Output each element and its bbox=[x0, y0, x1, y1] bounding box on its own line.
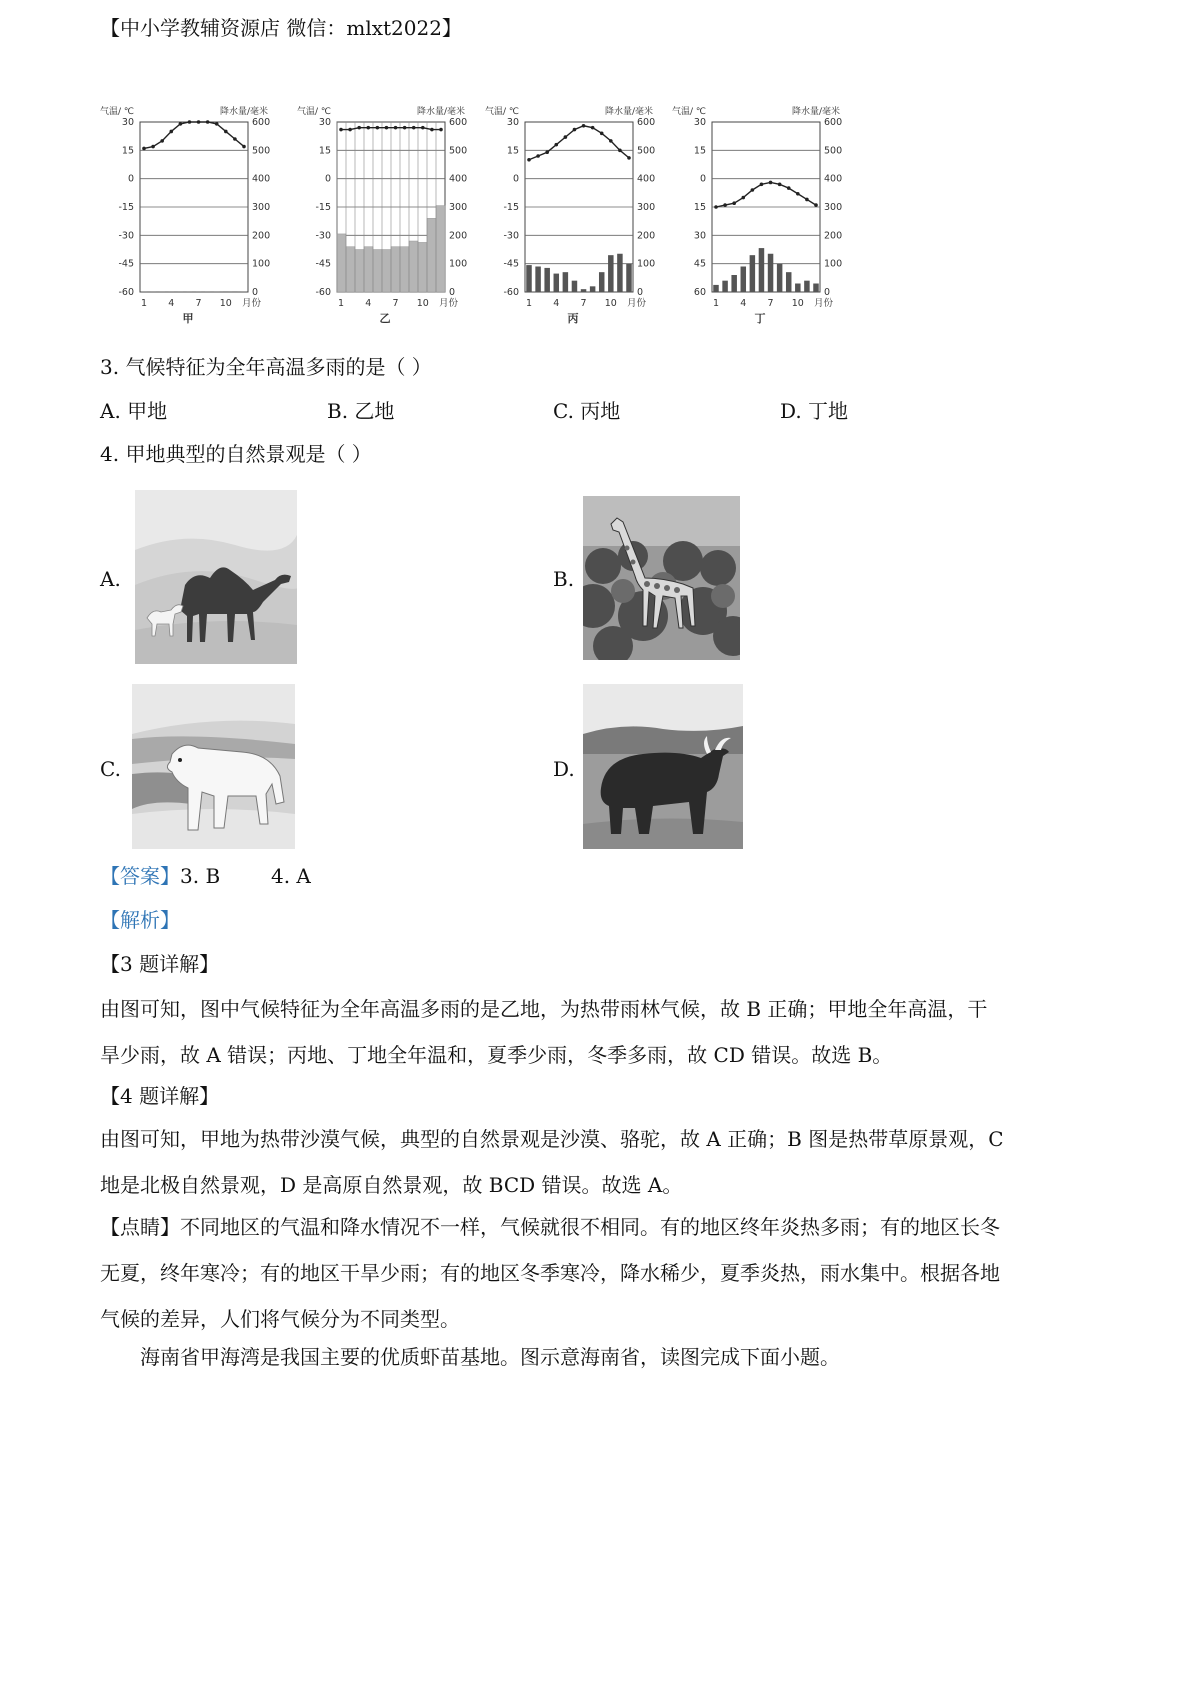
temperature-point bbox=[805, 198, 809, 202]
precip-tick-label: 200 bbox=[449, 230, 468, 242]
temp-tick-label: 0 bbox=[127, 173, 134, 185]
precip-bar bbox=[572, 281, 578, 292]
temperature-point bbox=[376, 126, 380, 130]
precip-tick-label: 200 bbox=[252, 230, 271, 242]
precip-tick-label: 500 bbox=[637, 145, 656, 157]
month-tick-label: 7 bbox=[580, 298, 587, 309]
temp-tick-label: 30 bbox=[506, 117, 519, 128]
q4-option-b-label[interactable]: B. bbox=[553, 567, 575, 591]
temperature-point bbox=[760, 183, 764, 187]
precip-bar bbox=[795, 284, 801, 293]
temperature-point bbox=[160, 139, 164, 143]
precip-tick-label: 600 bbox=[252, 117, 271, 128]
temp-tick-label: -15 bbox=[118, 202, 134, 213]
month-tick-label: 7 bbox=[195, 298, 202, 309]
analysis-tag: 【解析】 bbox=[100, 908, 180, 932]
precip-bar bbox=[750, 255, 756, 292]
temperature-point bbox=[787, 186, 791, 190]
precip-axis-title: 降水量/毫米 bbox=[417, 107, 466, 117]
chart-label: 乙 bbox=[379, 312, 391, 325]
precip-tick-label: 200 bbox=[637, 230, 656, 242]
temp-tick-label: 15 bbox=[318, 145, 331, 157]
q3-option-d[interactable]: D. 丁地 bbox=[780, 399, 849, 423]
question-4-stem: 4. 甲地典型的自然景观是（ ） bbox=[100, 442, 372, 466]
precip-bar bbox=[608, 255, 614, 292]
precip-bar bbox=[544, 268, 550, 292]
precip-tick-label: 0 bbox=[824, 287, 831, 298]
precip-bar bbox=[355, 250, 364, 293]
temperature-point bbox=[741, 196, 745, 200]
temperature-point bbox=[536, 154, 540, 158]
precip-tick-label: 100 bbox=[252, 258, 271, 270]
month-tick-label: 10 bbox=[219, 298, 232, 309]
temp-tick-label: -30 bbox=[503, 230, 519, 242]
month-tick-label: 1 bbox=[337, 298, 345, 309]
temp-tick-label: 0 bbox=[512, 173, 519, 185]
precip-bar bbox=[364, 247, 373, 292]
temperature-point bbox=[600, 132, 604, 136]
temperature-point bbox=[179, 122, 183, 126]
precip-bar bbox=[713, 285, 719, 292]
precip-bar bbox=[382, 250, 391, 293]
precip-tick-label: 300 bbox=[824, 202, 843, 213]
temp-tick-label: 0 bbox=[324, 173, 331, 185]
precip-tick-label: 500 bbox=[824, 145, 843, 157]
precip-bar bbox=[626, 264, 632, 292]
temperature-point bbox=[339, 128, 343, 132]
temperature-point bbox=[591, 126, 595, 130]
answer-line bbox=[100, 862, 311, 890]
temp-tick-label: 30 bbox=[693, 117, 706, 128]
temp-axis-title: 气温/ ℃ bbox=[297, 107, 332, 117]
temperature-point bbox=[385, 126, 389, 130]
temp-tick-label: -45 bbox=[503, 258, 519, 270]
precip-bar bbox=[804, 281, 810, 292]
q4-option-a-label[interactable]: A. bbox=[100, 567, 121, 591]
next-question-intro: 海南省甲海湾是我国主要的优质虾苗基地。图示意海南省，读图完成下面小题。 bbox=[140, 1345, 840, 1369]
month-tick-label: 10 bbox=[791, 298, 804, 309]
month-tick-label: 7 bbox=[392, 298, 399, 309]
precip-tick-label: 500 bbox=[449, 145, 468, 157]
temperature-point bbox=[732, 201, 736, 205]
temp-tick-label: 30 bbox=[693, 230, 706, 242]
temperature-point bbox=[714, 205, 718, 209]
month-tick-label: 4 bbox=[740, 298, 747, 309]
precip-bar bbox=[563, 272, 569, 292]
precip-tick-label: 600 bbox=[449, 117, 468, 128]
precip-axis-title: 降水量/毫米 bbox=[792, 107, 841, 117]
month-tick-label: 1 bbox=[525, 298, 533, 309]
temp-tick-label: -30 bbox=[315, 230, 331, 242]
temperature-point bbox=[814, 203, 818, 207]
temperature-point bbox=[421, 126, 425, 130]
temperature-point bbox=[618, 149, 622, 153]
precip-bar bbox=[813, 284, 819, 293]
temperature-point bbox=[197, 120, 201, 124]
q4-option-c-label[interactable]: C. bbox=[100, 757, 121, 781]
precip-tick-label: 400 bbox=[824, 173, 843, 185]
precip-tick-label: 300 bbox=[252, 202, 271, 213]
precip-tick-label: 0 bbox=[252, 287, 259, 298]
temperature-point bbox=[527, 158, 531, 162]
precip-bar bbox=[731, 275, 737, 292]
precip-bar bbox=[409, 241, 418, 292]
temperature-point bbox=[545, 150, 549, 154]
temperature-point bbox=[778, 183, 782, 187]
temp-axis-title: 气温/ ℃ bbox=[672, 107, 707, 117]
precip-bar bbox=[436, 206, 445, 292]
temperature-point bbox=[412, 126, 416, 130]
temperature-point bbox=[233, 137, 237, 141]
month-tick-label: 10 bbox=[604, 298, 617, 309]
month-unit-label: 月份 bbox=[439, 298, 459, 309]
temp-tick-label: 0 bbox=[699, 173, 706, 185]
temp-tick-label: 30 bbox=[121, 117, 134, 128]
temperature-point bbox=[142, 147, 146, 151]
month-tick-label: 4 bbox=[553, 298, 560, 309]
precip-axis-title: 降水量/毫米 bbox=[605, 107, 654, 117]
precip-bar bbox=[223, 291, 229, 292]
temperature-point bbox=[188, 120, 192, 124]
precip-bar bbox=[337, 234, 346, 292]
temp-tick-label: 15 bbox=[121, 145, 134, 157]
precip-tick-label: 500 bbox=[252, 145, 271, 157]
temp-tick-label: 15 bbox=[693, 202, 706, 213]
precip-bar bbox=[373, 250, 382, 293]
temp-tick-label: -45 bbox=[315, 258, 331, 270]
temperature-point bbox=[224, 130, 228, 134]
temperature-point bbox=[430, 128, 434, 132]
temperature-point bbox=[348, 128, 352, 132]
detail-3-body: 由图可知，图中气候特征为全年高温多雨的是乙地，为热带雨林气候，故 B 正确；甲地全年高温，干旱少雨，故 A 错误；丙地、丁地全年温和，夏季少雨，冬季多雨，故 CD 错误。故选 B。 bbox=[100, 997, 988, 1067]
precip-bar bbox=[786, 272, 792, 292]
precip-bar bbox=[346, 247, 355, 292]
precip-axis-title: 降水量/毫米 bbox=[220, 107, 269, 117]
month-unit-label: 月份 bbox=[627, 298, 647, 309]
temp-axis-title: 气温/ ℃ bbox=[485, 107, 520, 117]
month-tick-label: 1 bbox=[140, 298, 148, 309]
temperature-point bbox=[357, 126, 361, 130]
temperature-point bbox=[206, 120, 210, 124]
precip-tick-label: 100 bbox=[637, 258, 656, 270]
answer-text: 3. B 4. A bbox=[180, 864, 311, 888]
precip-bar bbox=[391, 247, 400, 292]
precip-tick-label: 600 bbox=[637, 117, 656, 128]
precip-bar bbox=[232, 291, 238, 292]
temp-tick-label: -60 bbox=[503, 287, 519, 298]
temperature-point bbox=[242, 145, 246, 149]
precip-bar bbox=[581, 289, 587, 292]
temp-tick-label: 45 bbox=[693, 258, 706, 270]
desert-camel-image[interactable] bbox=[135, 490, 297, 664]
precip-bar bbox=[535, 267, 541, 293]
temperature-point bbox=[169, 130, 173, 134]
month-unit-label: 月份 bbox=[242, 298, 262, 309]
temperature-point bbox=[769, 181, 773, 185]
temp-tick-label: -15 bbox=[315, 202, 331, 213]
temperature-point bbox=[564, 135, 568, 139]
chart-label: 甲 bbox=[182, 312, 194, 325]
temperature-point bbox=[394, 126, 398, 130]
detail-4-body: 由图可知，甲地为热带沙漠气候，典型的自然景观是沙漠、骆驼，故 A 正确；B 图是热带草原景观，C 地是北极自然景观，D 是高原自然景观，故 BCD 错误。故选 A。 bbox=[100, 1127, 1004, 1197]
chart-label: 丁 bbox=[754, 312, 766, 325]
temperature-point bbox=[151, 145, 155, 149]
precip-tick-label: 100 bbox=[449, 258, 468, 270]
climate-charts bbox=[100, 100, 960, 360]
q3-option-b[interactable]: B. 乙地 bbox=[327, 399, 395, 423]
comment-body: 不同地区的气温和降水情况不一样，气候就很不相同。有的地区终年炎热多雨；有的地区长冬无夏，终年寒冷；有的地区干旱少雨；有的地区冬季寒冷，降水稀少，夏季炎热，雨水集中。根据各地气候的差异，人们将气候分为不同类型。 bbox=[100, 1215, 1000, 1331]
precip-bar bbox=[400, 247, 409, 292]
temperature-point bbox=[796, 192, 800, 196]
temperature-point bbox=[627, 156, 631, 160]
precip-bar bbox=[554, 274, 560, 292]
temp-tick-label: -30 bbox=[118, 230, 134, 242]
comment-tag: 【点睛】 bbox=[100, 1215, 180, 1239]
temp-axis-title: 气温/ ℃ bbox=[100, 107, 135, 117]
temperature-point bbox=[723, 203, 727, 207]
precip-tick-label: 0 bbox=[637, 287, 644, 298]
chart-label: 丙 bbox=[567, 312, 579, 325]
precip-tick-label: 300 bbox=[637, 202, 656, 213]
temp-tick-label: 60 bbox=[693, 287, 706, 298]
precip-bar bbox=[617, 254, 623, 292]
precip-bar bbox=[722, 281, 728, 292]
temp-tick-label: -60 bbox=[118, 287, 134, 298]
month-tick-label: 1 bbox=[712, 298, 720, 309]
detail-4-heading: 【4 题详解】 bbox=[100, 1084, 220, 1108]
temperature-point bbox=[582, 124, 586, 128]
precip-bar bbox=[741, 267, 747, 293]
question-3-stem: 3. 气候特征为全年高温多雨的是（ ） bbox=[100, 355, 432, 379]
detail-3-heading: 【3 题详解】 bbox=[100, 952, 220, 976]
q3-option-a[interactable]: A. 甲地 bbox=[100, 399, 168, 423]
temperature-point bbox=[554, 143, 558, 147]
precip-bar bbox=[759, 248, 765, 292]
comment-block bbox=[100, 1204, 1005, 1342]
precip-bar bbox=[590, 286, 596, 292]
precip-tick-label: 300 bbox=[449, 202, 468, 213]
precip-bar bbox=[768, 254, 774, 292]
temperature-point bbox=[609, 139, 613, 143]
temperature-point bbox=[751, 188, 755, 192]
temperature-point bbox=[215, 122, 219, 126]
yak-plateau-image[interactable] bbox=[583, 684, 743, 849]
giraffe-savanna-image[interactable] bbox=[583, 496, 740, 660]
month-tick-label: 10 bbox=[416, 298, 429, 309]
temp-tick-label: -15 bbox=[503, 202, 519, 213]
temperature-point bbox=[439, 128, 443, 132]
precip-tick-label: 600 bbox=[824, 117, 843, 128]
temp-tick-label: -60 bbox=[315, 287, 331, 298]
precip-bar bbox=[427, 218, 436, 292]
answer-tag: 【答案】 bbox=[100, 864, 180, 888]
temperature-point bbox=[403, 126, 407, 130]
precip-bar bbox=[526, 265, 532, 292]
precip-tick-label: 0 bbox=[449, 287, 456, 298]
source-note: 【中小学教辅资源店 微信：mlxt2022】 bbox=[100, 16, 462, 40]
temperature-point bbox=[366, 126, 370, 130]
precip-tick-label: 100 bbox=[824, 258, 843, 270]
month-tick-label: 4 bbox=[365, 298, 372, 309]
precip-bar bbox=[599, 272, 605, 292]
precip-tick-label: 400 bbox=[449, 173, 468, 185]
q3-option-c[interactable]: C. 丙地 bbox=[553, 399, 621, 423]
month-tick-label: 4 bbox=[168, 298, 175, 309]
precip-bar bbox=[418, 242, 427, 292]
month-unit-label: 月份 bbox=[814, 298, 834, 309]
q4-option-d-label[interactable]: D. bbox=[553, 757, 575, 781]
precip-bar bbox=[777, 264, 783, 292]
temp-tick-label: 30 bbox=[318, 117, 331, 128]
temp-tick-label: 15 bbox=[506, 145, 519, 157]
temp-tick-label: 15 bbox=[693, 145, 706, 157]
precip-tick-label: 400 bbox=[637, 173, 656, 185]
temp-tick-label: -45 bbox=[118, 258, 134, 270]
polar-bear-image[interactable] bbox=[132, 684, 295, 849]
month-tick-label: 7 bbox=[767, 298, 774, 309]
precip-tick-label: 200 bbox=[824, 230, 843, 242]
temperature-point bbox=[573, 128, 577, 132]
precip-tick-label: 400 bbox=[252, 173, 271, 185]
